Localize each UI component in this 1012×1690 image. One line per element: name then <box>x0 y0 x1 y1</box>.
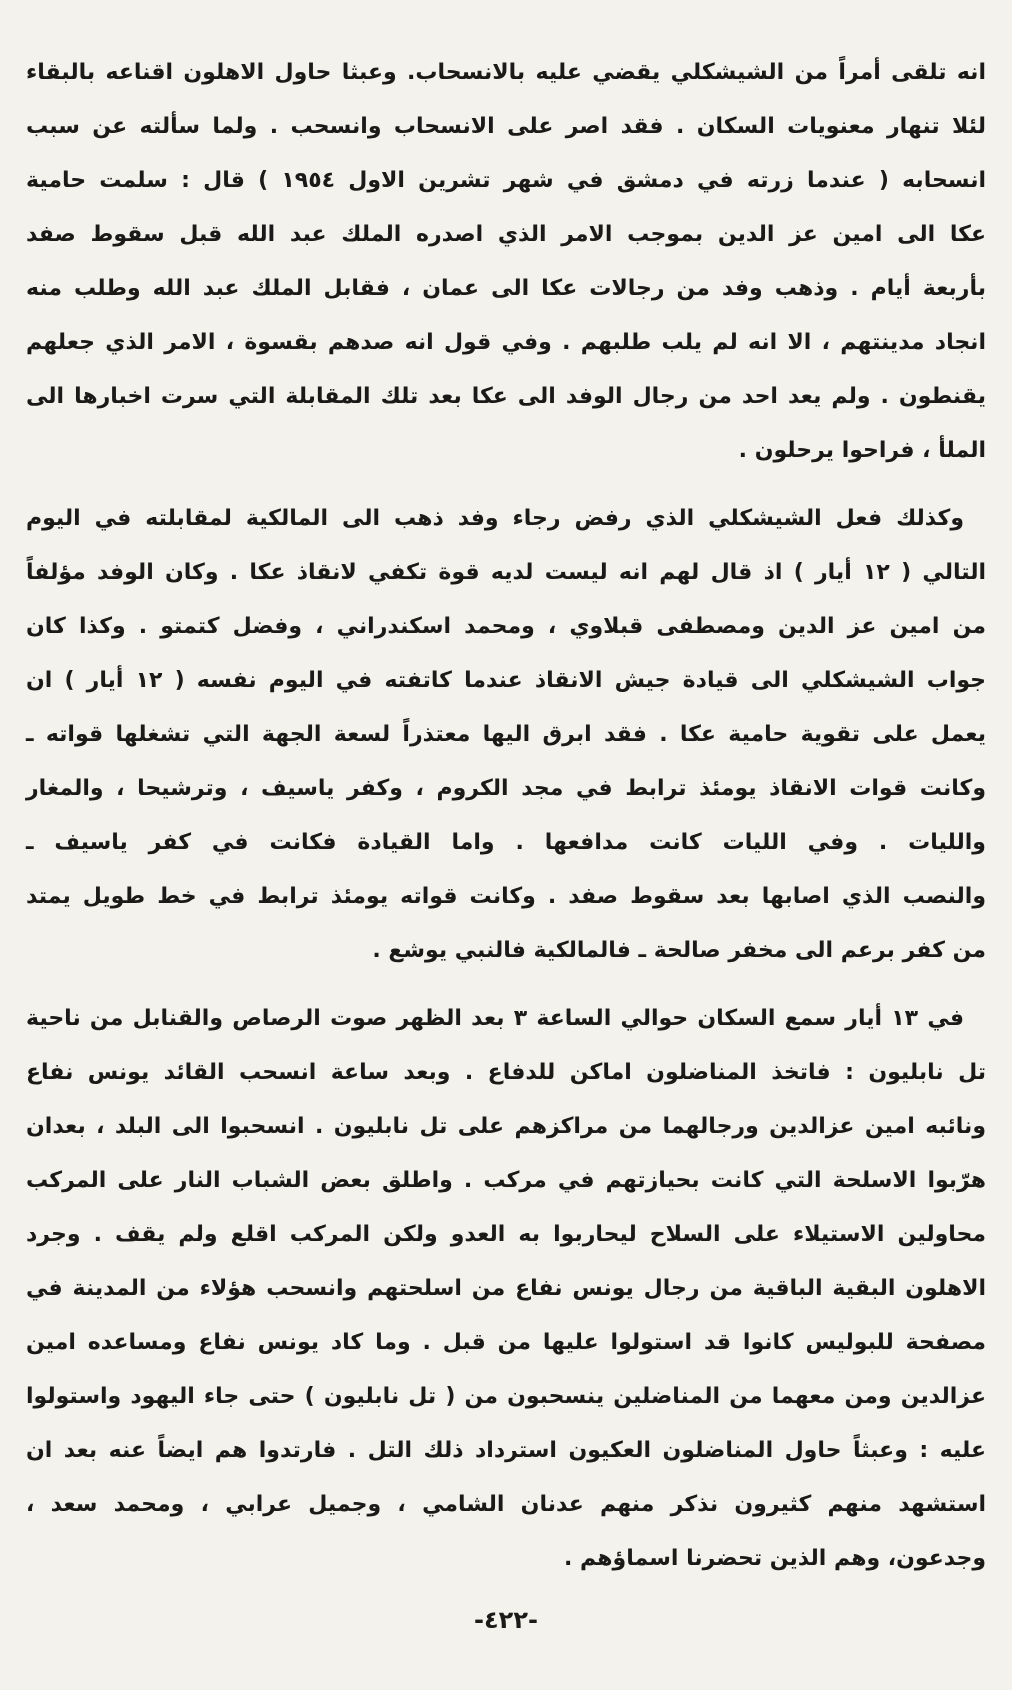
paragraph-1-line: انسحابه ( عندما زرته في دمشق في شهر تشرين الاول ١٩٥٤ ) قال : سلمت حامية <box>26 168 986 193</box>
paragraph-3-line: استشهد منهم كثيرون نذكر منهم عدنان الشامي ، وجميل عرابي ، ومحمد سعد ، <box>26 1492 986 1517</box>
paragraph-3-line: عزالدين ومن معهما من المناضلين ينسحبون من ( تل نابليون ) حتى جاء اليهود واستولوا <box>26 1384 986 1409</box>
paragraph-1-line: عكا الى امين عز الدين بموجب الامر الذي اصدره الملك عبد الله قبل سقوط صفد <box>26 222 986 247</box>
paragraph-1-line: يقنطون . ولم يعد احد من رجال الوفد الى عكا بعد تلك المقابلة التي سرت اخبارها الى <box>26 384 986 409</box>
paragraph-1 <box>26 46 986 478</box>
paragraph-3-line: مصفحة للبوليس كانوا قد استولوا عليها من قبل . وما كاد يونس نفاع ومساعده امين <box>26 1330 986 1355</box>
paragraph-2-line: من كفر برعم الى مخفر صالحة ـ فالمالكية فالنبي يوشع . <box>372 938 986 963</box>
page-number: -٤٢٢- <box>474 1606 538 1634</box>
paragraph-3-line: محاولين الاستيلاء على السلاح ليحاربوا به العدو ولكن المركب اقلع ولم يقف . وجرد <box>26 1222 986 1247</box>
paragraph-2-line: وكانت قوات الانقاذ يومئذ ترابط في مجد الكروم ، وكفر ياسيف ، وترشيحا ، والمغار <box>26 776 986 801</box>
paragraph-1-line: بأربعة أيام . وذهب وفد من رجالات عكا الى عمان ، فقابل الملك عبد الله وطلب منه <box>26 276 986 301</box>
paragraph-1-line: انه تلقى أمراً من الشيشكلي يقضي عليه بالانسحاب. وعبثا حاول الاهلون اقناعه بالبقاء <box>26 60 986 85</box>
paragraph-1-line: لئلا تنهار معنويات السكان . فقد اصر على الانسحاب وانسحب . ولما سألته عن سبب <box>26 114 986 139</box>
paragraph-2-line: يعمل على تقوية حامية عكا . فقد ابرق اليها معتذراً لسعة الجهة التي تشغلها قواته ـ <box>26 722 986 747</box>
paragraph-3-line: وجدعون، وهم الذين تحضرنا اسماؤهم . <box>564 1546 986 1571</box>
paragraph-3-line: ونائبه امين عزالدين ورجالهما من مراكزهم على تل نابليون . انسحبوا الى البلد ، بعدان <box>26 1114 986 1139</box>
paragraph-2-line: وكذلك فعل الشيشكلي الذي رفض رجاء وفد ذهب الى المالكية لمقابلته في اليوم <box>26 506 964 531</box>
paragraph-3-line: عليه : وعبثاً حاول المناضلون العكيون استرداد ذلك التل . فارتدوا هم ايضاً عنه بعد ان <box>26 1438 986 1463</box>
paragraph-3-line: في ١٣ أيار سمع السكان حوالي الساعة ٣ بعد الظهر صوت الرصاص والقنابل من ناحية <box>26 1006 964 1031</box>
paragraph-3-line: تل نابليون : فاتخذ المناضلون اماكن للدفاع . وبعد ساعة انسحب القائد يونس نفاع <box>26 1060 986 1085</box>
paragraph-2-line: التالي ( ١٢ أيار ) اذ قال لهم انه ليست لديه قوة تكفي لانقاذ عكا . وكان الوفد مؤلفاً <box>26 560 986 585</box>
paragraph-1-line: الملأ ، فراحوا يرحلون . <box>738 438 986 463</box>
paragraph-2-line: من امين عز الدين ومصطفى قبلاوي ، ومحمد اسكندراني ، وفضل كتمتو . وكذا كان <box>26 614 986 639</box>
paragraph-2-line: والنصب الذي اصابها بعد سقوط صفد . وكانت قواته يومئذ ترابط في خط طويل يمتد <box>26 884 986 909</box>
paragraph-2 <box>26 492 986 978</box>
paragraph-1-line: انجاد مدينتهم ، الا انه لم يلب طلبهم . وفي قول انه صدهم بقسوة ، الامر الذي جعلهم <box>26 330 986 355</box>
paragraph-3 <box>26 992 986 1586</box>
paragraph-2-line: والليات . وفي الليات كانت مدافعها . واما القيادة فكانت في كفر ياسيف ـ <box>26 830 986 855</box>
paragraph-3-line: الاهلون البقية الباقية من رجال يونس نفاع من اسلحتهم وانسحب هؤلاء من المدينة في <box>26 1276 986 1301</box>
paragraph-2-line: جواب الشيشكلي الى قيادة جيش الانقاذ عندما كاتفته في اليوم نفسه ( ١٢ أيار ) ان <box>26 668 987 693</box>
paragraph-3-line: هرّبوا الاسلحة التي كانت بحيازتهم في مركب . واطلق بعض الشباب النار على المركب <box>26 1168 986 1193</box>
